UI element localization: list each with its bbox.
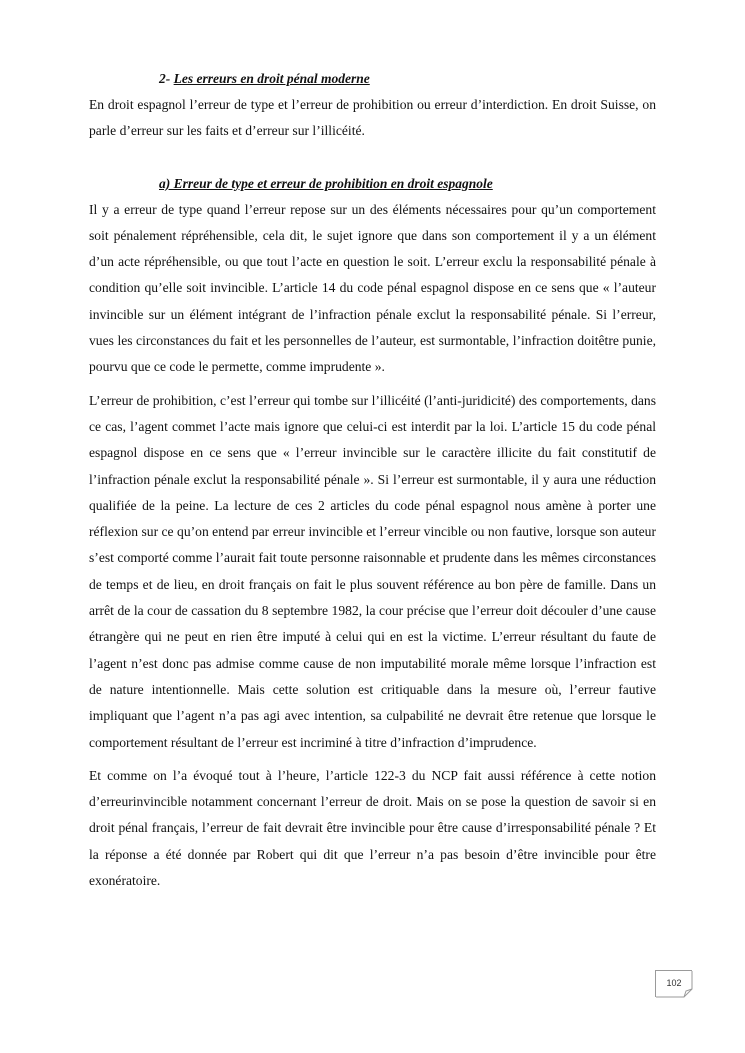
section-heading bbox=[159, 66, 656, 92]
page-number: 102 bbox=[666, 978, 682, 988]
section-title: Les erreurs en droit pénal moderne bbox=[173, 71, 370, 86]
intro-paragraph: En droit espagnol l’erreur de type et l’erreur de prohibition ou erreur d’interdiction. En droit Suisse, on parle d’erreur sur les faits et d’erreur sur l’illicéité. bbox=[89, 97, 656, 139]
subsection-heading bbox=[159, 171, 656, 197]
document-page bbox=[89, 66, 656, 894]
paragraph-erreur-de-type: Il y a erreur de type quand l’erreur repose sur un des éléments nécessaires pour qu’un comportement soit pénalement répréhensible, cela dit, le sujet ignore que dans son comportement il y a un élément d’un acte répréhensible, ou que tout l’acte en question le soit. L’erreur exclu la responsabilité pénale à condition qu’elle soit invincible. L’article 14 du code pénal espagnol dispose en ce sens que « l’auteur invincible sur un élément intégrant de l’infraction pénale exclut la responsabilité pénale. Si l’erreur, vues les circonstances du fait et les personnelles de l’auteur, est surmontable, l’infraction doitêtre punie, pourvu que ce code le permette, comme imprudente ». bbox=[89, 201, 656, 375]
paragraph-article-122-3: Et comme on l’a évoqué tout à l’heure, l’article 122-3 du NCP fait aussi référence à cette notion d’erreurinvincible notamment concernant l’erreur de droit. Mais on se pose la question de savoir si en droit pénal français, l’erreur de fait devrait être invincible pour être cause d’irresponsabilité pénale ? Et la réponse a été donnée par Robert qui dit que l’erreur n’a pas besoin d’être invincible pour être exonératoire. bbox=[89, 767, 656, 889]
page-number-box bbox=[655, 970, 692, 997]
section-number: 2- bbox=[159, 71, 171, 86]
subsection-title: a) Erreur de type et erreur de prohibition en droit espagnole bbox=[159, 175, 493, 191]
paragraph-erreur-de-prohibition: L’erreur de prohibition, c’est l’erreur qui tombe sur l’illicéité (l’anti-juridicité) des comportements, dans ce cas, l’agent commet l’acte mais ignore que celui-ci est interdit par la loi. L’article 15 du code pénal espagnol dispose en ce sens que « l’erreur invincible sur le caractère illicite du fait constitutif de l’infraction pénale exclut la responsabilité pénale ». Si l’erreur est surmontable, il y aura une réduction qualifiée de la peine. La lecture de ces 2 articles du code pénal espagnol nous amène à porter une réflexion sur ce qu’on entend par erreur invincible et l’erreur vincible ou non fautive, lorsque son auteur s’est comporté comme l’aurait fait toute personne raisonnable et prudente dans les mêmes circonstances de temps et de lieu, en droit français on fait le plus souvent référence au bon père de famille. Dans un arrêt de la cour de cassation du 8 septembre 1982, la cour précise que l’erreur doit découler d’une cause étrangère qui ne peut en rien être imputé à celui qui en est la victime. L’erreur résultant du faute de l’agent n’est donc pas admise comme cause de non imputabilité morale même lorsque l’infraction est de nature intentionnelle. Mais cette solution est critiquable dans la mesure où, l’erreur fautive impliquant que l’agent n’a pas agi avec intention, sa culpabilité ne devrait être retenue que lorsque le comportement résultant de l’erreur est incriminé à titre d’infraction d’imprudence. bbox=[89, 392, 656, 750]
